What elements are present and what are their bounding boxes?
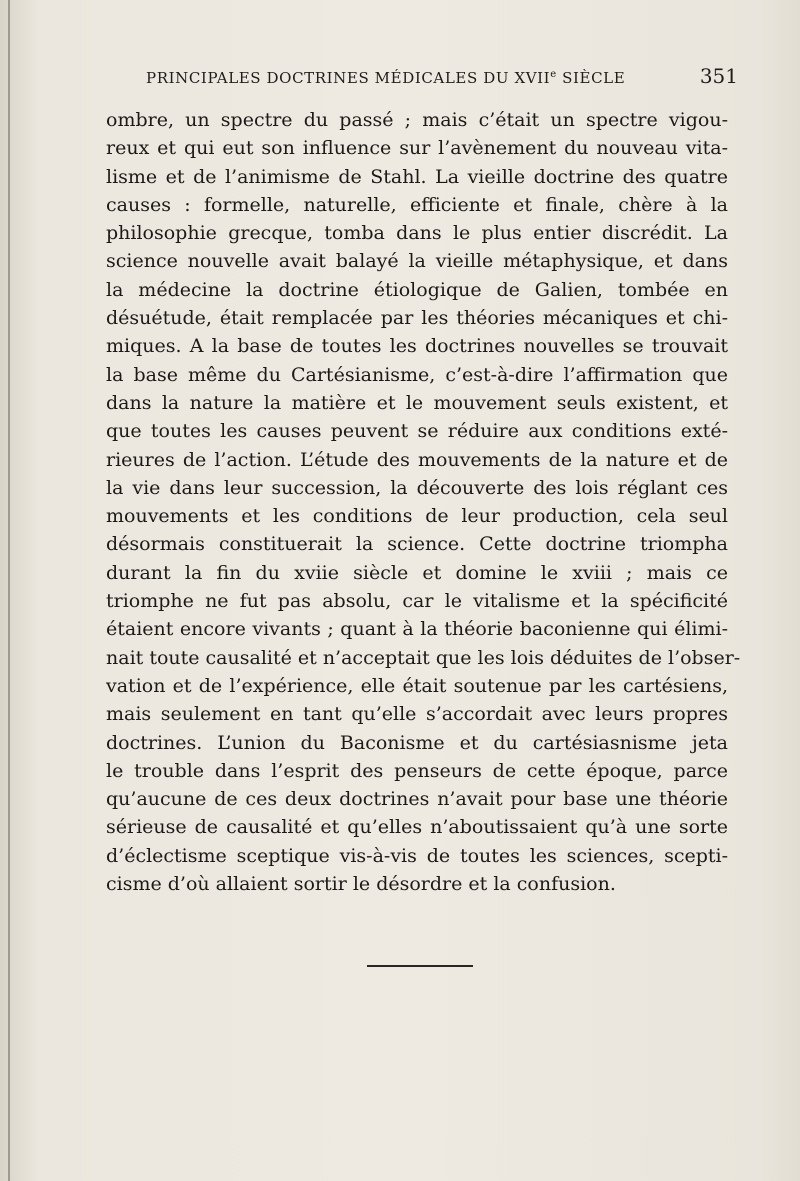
text-line: dans la nature la matière et le mouvement seuls existent, et xyxy=(106,391,728,414)
text-line: mais seulement en tant qu’elle s’accordait avec leurs propres xyxy=(106,703,728,726)
text-line: cisme d’où allaient sortir le désordre et la confusion. xyxy=(106,873,616,896)
running-head xyxy=(146,64,738,94)
text-line: triomphe ne fut pas absolu, car le vitalisme et la spécificité xyxy=(106,590,728,613)
text-line: sérieuse de causalité et qu’elles n’aboutissaient qu’à une sorte xyxy=(106,816,728,839)
text-line: miques. A la base de toutes les doctrines nouvelles se trouvait xyxy=(106,335,728,358)
text-line: désuétude, était remplacée par les théories mécaniques et chi- xyxy=(106,307,728,330)
text-line: le trouble dans l’esprit des penseurs de cette époque, parce xyxy=(106,759,728,782)
text-line: durant la fin du xviie siècle et domine le xviii ; mais ce xyxy=(106,561,728,584)
running-title-end: SIÈCLE xyxy=(556,69,626,87)
binding-edge xyxy=(8,0,10,1181)
text-line: d’éclectisme sceptique vis-à-vis de toutes les sciences, scepti- xyxy=(106,844,728,867)
text-line: étaient encore vivants ; quant à la théorie baconienne qui élimi- xyxy=(106,618,728,641)
running-title xyxy=(146,69,625,87)
text-line: rieures de l’action. L’étude des mouvements de la nature et de xyxy=(106,448,728,471)
text-line: doctrines. L’union du Baconisme et du cartésiasnisme jeta xyxy=(106,731,728,754)
text-line: qu’aucune de ces deux doctrines n’avait pour base une théorie xyxy=(106,788,728,811)
text-line: mouvements et les conditions de leur production, cela seul xyxy=(106,505,728,528)
text-line: ombre, un spectre du passé ; mais c’était un spectre vigou- xyxy=(106,109,728,131)
running-title-superscript: e xyxy=(550,69,557,80)
text-line: science nouvelle avait balayé la vieille métaphysique, et dans xyxy=(106,250,728,273)
text-line: désormais constituerait la science. Cette doctrine triompha xyxy=(106,533,728,556)
body-text xyxy=(106,106,741,898)
text-line: la médecine la doctrine étiologique de Galien, tombée en xyxy=(106,278,728,301)
section-end-rule xyxy=(367,965,473,967)
text-line: reux et qui eut son influence sur l’avènement du nouveau vita- xyxy=(106,137,728,160)
text-line: lisme et de l’animisme de Stahl. La vieille doctrine des quatre xyxy=(106,165,728,188)
text-line: nait toute causalité et n’acceptait que les lois déduites de l’obser- xyxy=(106,646,741,669)
text-line: philosophie grecque, tomba dans le plus entier discrédit. La xyxy=(106,222,728,245)
text-line: causes : formelle, naturelle, efficiente et finale, chère à la xyxy=(106,193,728,216)
running-title-main: PRINCIPALES DOCTRINES MÉDICALES DU XVII xyxy=(146,69,551,87)
text-line: la base même du Cartésianisme, c’est-à-dire l’affirmation que xyxy=(106,363,728,386)
text-line: vation et de l’expérience, elle était soutenue par les cartésiens, xyxy=(106,674,728,697)
text-line: la vie dans leur succession, la découverte des lois réglant ces xyxy=(106,476,728,499)
text-line: que toutes les causes peuvent se réduire aux conditions exté- xyxy=(106,420,728,443)
page-number: 351 xyxy=(699,64,738,88)
